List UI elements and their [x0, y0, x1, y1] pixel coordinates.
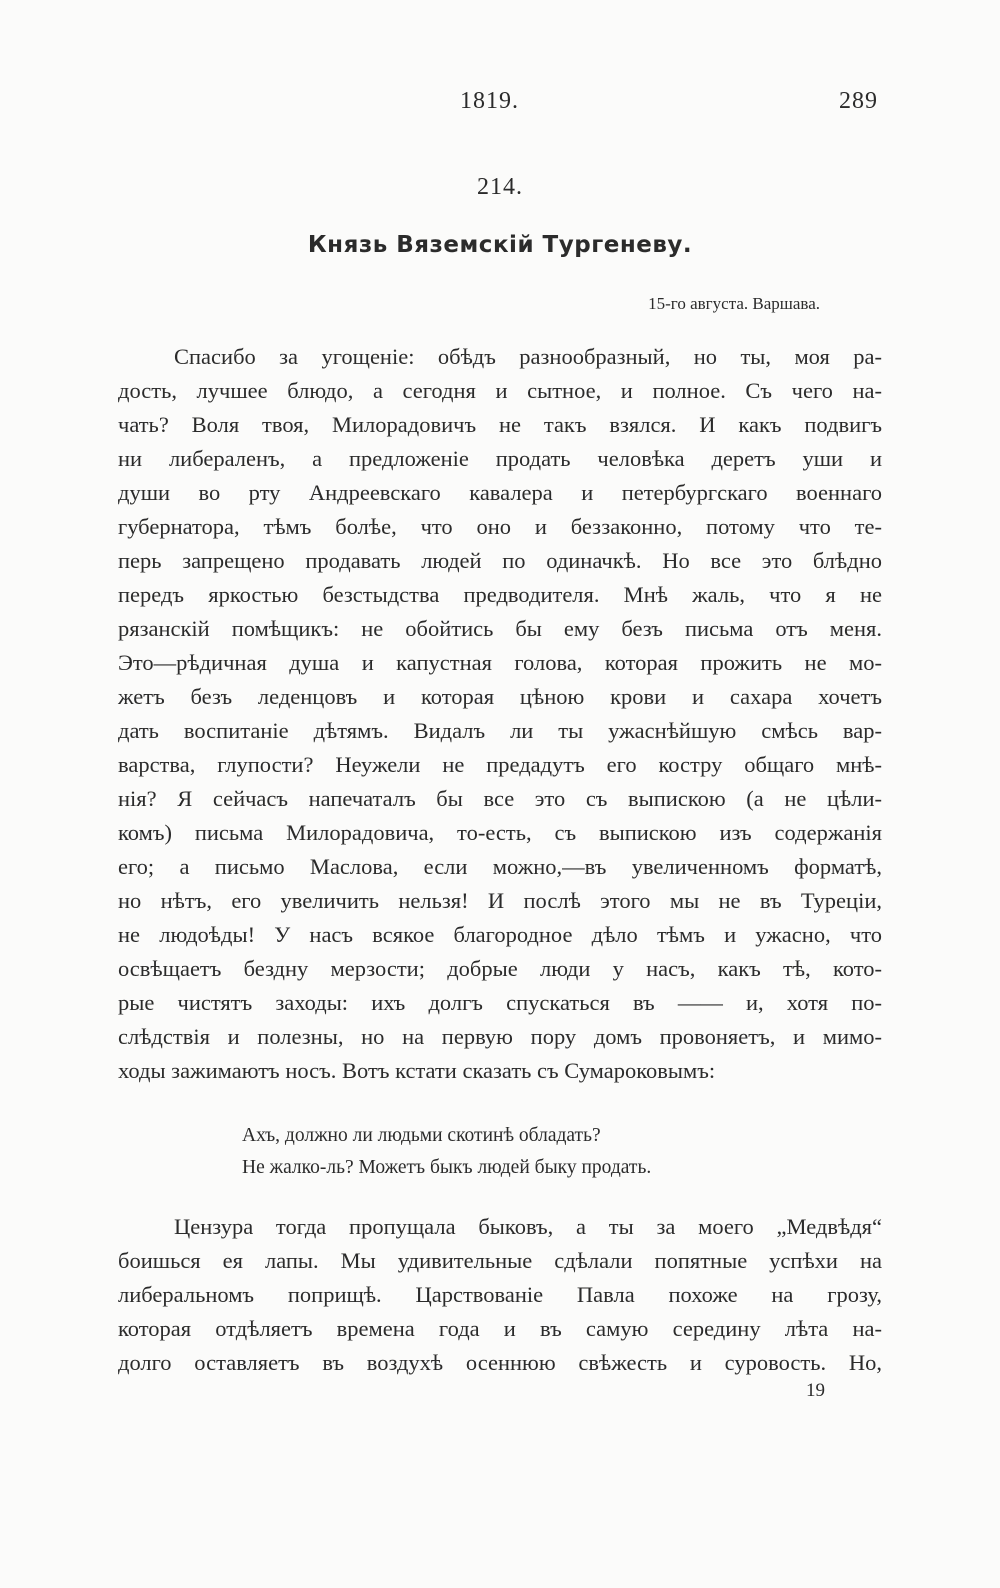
text-line: перь запрещено продавать людей по одиначкѣ. Но все это блѣдно — [118, 548, 882, 573]
paragraph-1 — [118, 340, 882, 1088]
text-line: губернатора, тѣмъ болѣе, что оно и беззаконно, потому что те- — [118, 514, 882, 539]
text-line: слѣдствія и полезны, но на первую пору домъ провоняетъ, и мимо- — [118, 1024, 882, 1049]
text-line: варства, глупости? Неужели не предадутъ его костру общаго мнѣ- — [118, 752, 882, 777]
letter-dateline: 15-го августа. Варшава. — [648, 294, 820, 313]
text-line: которая отдѣляетъ времена года и въ самую середину лѣта на- — [118, 1316, 882, 1341]
text-line: дость, лучшее блюдо, а сегодня и сытное, и полное. Съ чего на- — [118, 378, 882, 403]
text-line: ходы зажимаютъ носъ. Вотъ кстати сказать съ Сумароковымъ: — [118, 1058, 716, 1083]
text-line: боишься ея лапы. Мы удивительные сдѣлали попятные успѣхи на — [118, 1248, 882, 1273]
text-line: чать? Воля твоя, Милорадовичъ не такъ взялся. И какъ подвигъ — [118, 412, 882, 437]
text-line: но нѣтъ, его увеличить нельзя! И послѣ этого мы не въ Туреціи, — [118, 888, 882, 913]
text-line: души во рту Андреевскаго кавалера и петербургскаго военнаго — [118, 480, 882, 505]
text-line: дать воспитаніе дѣтямъ. Видалъ ли ты ужаснѣйшую смѣсь вар- — [118, 718, 882, 743]
verse-quote — [242, 1120, 802, 1184]
text-line: Спасибо за угощеніе: обѣдъ разнообразный, но ты, моя ра- — [174, 344, 882, 369]
text-line: рязанскій помѣщикъ: не обойтись бы ему безъ письма отъ меня. — [118, 616, 882, 641]
text-line: освѣщаетъ бездну мерзости; добрые люди у насъ, какъ тѣ, кото- — [118, 956, 882, 981]
text-line: либеральномъ поприщѣ. Царствованіе Павла похоже на грозу, — [118, 1282, 882, 1307]
text-line: долго оставляетъ въ воздухѣ осеннюю свѣжесть и суровость. Но, — [118, 1350, 882, 1375]
text-line: передъ яркостью безстыдства предводителя. Мнѣ жаль, что я не — [118, 582, 882, 607]
letter-number: 214. — [477, 174, 523, 200]
text-line: комъ) письма Милорадовича, то-есть, съ выпискою изъ содержанія — [118, 820, 882, 845]
text-line: рые чистятъ заходы: ихъ долгъ спускаться въ —— и, хотя по- — [118, 990, 882, 1015]
verse-line: Ахъ, должно ли людьми скотинѣ обладать? — [242, 1125, 601, 1146]
running-header — [120, 88, 880, 128]
verse-line: Не жалко-ль? Можетъ быкъ людей быку продать. — [242, 1157, 652, 1178]
text-line: не людоѣды! У насъ всякое благородное дѣло тѣмъ и ужасно, что — [118, 922, 882, 947]
text-line: жетъ безъ леденцовъ и которая цѣною крови и сахара хочетъ — [118, 684, 882, 709]
text-line: его; а письмо Маслова, если можно,—въ увеличенномъ форматѣ, — [118, 854, 882, 879]
text-line: ни либераленъ, а предложеніе продать человѣка деретъ уши и — [118, 446, 882, 471]
letter-title: Князь Вяземскій Тургеневу. — [307, 232, 693, 258]
signature-mark: 19 — [806, 1380, 825, 1401]
text-line: Это—рѣдичная душа и капустная голова, которая прожить не мо- — [118, 650, 882, 675]
text-line: Цензура тогда пропущала быковъ, а ты за моего „Медвѣдя“ — [174, 1214, 882, 1239]
text-line: нія? Я сейчасъ напечаталъ бы все это съ выпискою (а не цѣли- — [118, 786, 882, 811]
running-header-year: 1819. — [460, 88, 519, 114]
paragraph-2 — [118, 1210, 882, 1380]
page-number: 289 — [839, 88, 878, 114]
